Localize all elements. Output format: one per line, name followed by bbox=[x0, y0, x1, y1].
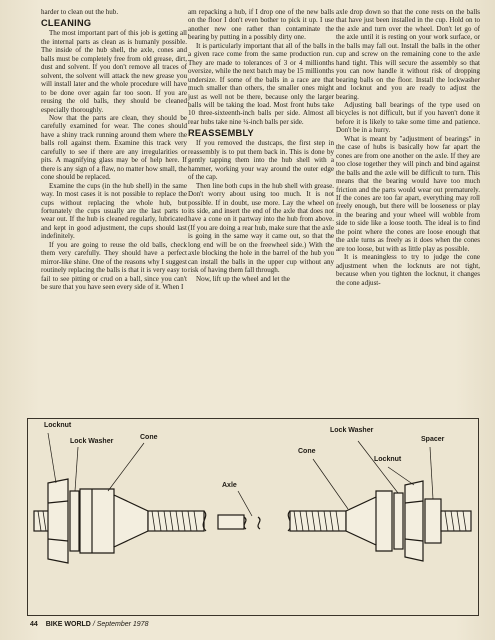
text-column-3 bbox=[336, 8, 480, 287]
label-spacer: Spacer bbox=[421, 436, 445, 443]
paragraph: Examine the cups (in the hub shell) in the same way. In most cases it is not possible to replace the cups without replacing the whole hub, but fortunately the cups usually are the last parts to wear out. If the hub is cleaned regularly, lubricated and kept in good adjustment, the cups should last indefinitely. bbox=[41, 181, 187, 241]
label-lockwasher-left: Lock Washer bbox=[70, 438, 114, 445]
label-locknut-left: Locknut bbox=[44, 422, 72, 429]
paragraph: Now that the parts are clean, they should be carefully examined for wear. The cones should have a shiny track running around them where the balls roll against them. Examine this track very carefully to see if there are any irregularities or pits. A magnifying glass may be of help here. If there is any sign of a flaw, no matter how small, the cone should be replaced. bbox=[41, 113, 187, 182]
paragraph: The most important part of this job is getting all the internal parts as clean as is humanly possible. The inside of the hub shell, the axle, cones and balls must be completely free from old grease, dirt, dust and solvent. If you don't remove all traces of solvent, the solvent will attack the new grease you will install later and the whole procedure will have to be done over again far too soon. If you are reusing the old balls, they should be cleaned especially thoroughly. bbox=[41, 29, 187, 114]
page-number: 44 bbox=[30, 621, 38, 628]
page-footer bbox=[30, 621, 148, 628]
axle-assembly-drawing bbox=[28, 419, 478, 615]
left-locknut bbox=[48, 479, 68, 563]
paragraph: Then line both cups in the hub shell with grease. Don't worry about using too much. It is not possible. If in doubt, use more. Lay the wheel on its side, and insert the end of the axle that does not have a cone on it partway into the hub from above. (If you are doing a rear hub, make sure that the axle is going in the same way it came out, so that the long end will be on the freewheel side.) With the axle blocking the hole in the barrel of the hub you can install the balls in the upper cup without any risk of having them fall through. bbox=[188, 181, 334, 275]
section-heading-reassembly: REASSEMBLY bbox=[188, 128, 254, 139]
paragraph: It is meaningless to try to judge the cone adjustment when the locknuts are not tight, because when you tighten the locknut, it changes the cone adjust- bbox=[336, 253, 480, 287]
paragraph: am repacking a hub, if I drop one of the new balls on the floor I don't even bother to pick it up. I use another new one rather than contaminate the bearing by putting in a possibly dirty one. bbox=[188, 8, 334, 42]
text-column-1 bbox=[41, 8, 187, 292]
paragraph: If you removed the dustcaps, the first step in reassembly is to put them back in. This is done by gently tapping them into the hub shell with a hammer, working your way around the outer edge of the cap. bbox=[188, 139, 334, 182]
issue-date: / September 1978 bbox=[92, 621, 149, 628]
paragraph: What is meant by "adjustment of bearings" in the case of hubs is basically how far apart the cones are from one another on the axle. If they are too close together they will pinch and bind against the balls and the axle will be difficult to turn. This means that the bearing would have too much friction and the parts would wear out prematurely. If the cones are too far apart, everything may roll freely enough, but there will be looseness or play in the bearing and your wheel will wobble from side to side like a loose tooth. The ideal is to find the point where the cones are loose enough that the axle turns as freely as it does when the cones are too loose, but with as little play as possible. bbox=[336, 134, 480, 253]
right-lockwasher bbox=[394, 493, 403, 549]
right-cone bbox=[346, 491, 392, 551]
left-lockwasher bbox=[70, 491, 79, 551]
paragraph: It is particularly important that all of the balls in a given race come from the same production run. They are made to tolerances of 3 or 4 millionths oversize, while the next batch may be 15 millionths undersize. If some of the balls in a race are that much smaller than others, the smaller ones might just as well not be there, because only the larger balls will be taking the load. Most front hubs take 10 three-sixteenth-inch balls per side. Almost all rear hubs take nine ¼-inch balls per side. bbox=[188, 41, 334, 126]
paragraph: Now, lift up the wheel and let the bbox=[196, 274, 290, 283]
label-cone-right: Cone bbox=[298, 448, 316, 455]
label-lockwasher-right: Lock Washer bbox=[330, 427, 374, 434]
paragraph: harder to clean out the hub. bbox=[41, 8, 119, 16]
paragraph: If you are going to reuse the old balls, check them very carefully. They should have a perfect mirror-like shine. One of the reasons why I suggest routinely replacing the balls is that it is very easy to fail to see pitting or crud on a ball, since you can't be sure that you have seen every side of it. When I bbox=[41, 240, 187, 292]
text-column-2 bbox=[188, 8, 334, 283]
label-locknut-right: Locknut bbox=[374, 456, 402, 463]
paragraph: Adjusting ball bearings of the type used on bicycles is not difficult, but if you haven't done it before it is likely to take some time and patience. Don't be in a hurry. bbox=[336, 100, 480, 135]
hub-axle-diagram bbox=[27, 418, 479, 616]
section-heading-cleaning: CLEANING bbox=[41, 18, 92, 29]
right-locknut bbox=[405, 481, 423, 561]
spacer bbox=[425, 499, 441, 543]
magazine-name: BIKE WORLD bbox=[45, 621, 91, 628]
paragraph: axle drop down so that the cone rests on the balls that have just been installed in the cup. Hold on to the axle and turn over the wheel. Don't let go of the axle until it is resting on your work surface, or the balls may fall out. Install the balls in the other cup and screw on the remaining cone to the axle hand tight. This will secure the assembly so that you can now handle it without risk of dropping bearing balls on the floor. Install the lockwasher and locknut and you are ready to adjust the bearing. bbox=[336, 8, 480, 101]
label-cone-left: Cone bbox=[140, 434, 158, 441]
label-axle: Axle bbox=[222, 482, 237, 489]
